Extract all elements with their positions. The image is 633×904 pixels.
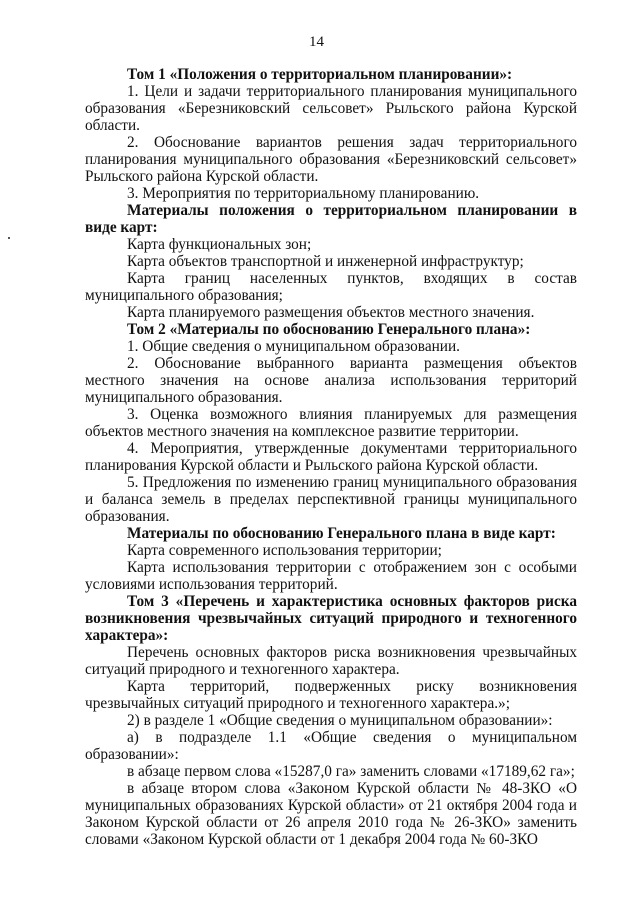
paragraph: 2. Обоснование вариантов решения задач территориального планирования муниципального образования «Березниковский сельсовет» Рыльского района Курской области. xyxy=(85,134,577,185)
scan-speck xyxy=(8,237,10,239)
paragraph: а) в подразделе 1.1 «Общие сведения о муниципальном образовании»: xyxy=(85,729,577,763)
paragraph: Карта границ населенных пунктов, входящих в состав муниципального образования; xyxy=(85,270,577,304)
paragraph: 5. Предложения по изменению границ муниципального образования и баланса земель в пределах перспективной границы муниципального образования. xyxy=(85,474,577,525)
paragraph: 2) в разделе 1 «Общие сведения о муниципальном образовании»: xyxy=(127,712,553,729)
paragraph: 1. Цели и задачи территориального планирования муниципального образования «Березниковский сельсовет» Рыльского района Курской области. xyxy=(85,83,577,134)
paragraph: Карта использования территории с отображением зон с особыми условиями использования территорий. xyxy=(85,559,577,593)
paragraph: в абзаце первом слова «15287,0 га» заменить словами «17189,62 га»; xyxy=(127,763,575,780)
paragraph: 2. Обоснование выбранного варианта размещения объектов местного значения на основе анализа использования территорий муниципального образования. xyxy=(85,355,577,406)
section-heading: Материалы по обоснованию Генерального плана в виде карт: xyxy=(127,525,556,542)
paragraph: Карта функциональных зон; xyxy=(127,236,312,253)
paragraph: 3. Оценка возможного влияния планируемых для размещения объектов местного значения на комплексное развитие территории. xyxy=(85,406,577,440)
paragraph: 4. Мероприятия, утвержденные документами территориального планирования Курской области и Рыльского района Курской области. xyxy=(85,440,577,474)
paragraph: в абзаце втором слова «Законом Курской области № 48-ЗКО «О муниципальных образованиях Курской области» от 21 октября 2004 года и Законом Курской области от 26 апреля 2010 года № 26-ЗКО» заменить словами «Законом Курской области от 1 декабря 2004 года № 60-ЗКО xyxy=(85,780,577,848)
paragraph: Карта территорий, подверженных риску возникновения чрезвычайных ситуаций природного и техногенного характера.»; xyxy=(85,678,577,712)
page-number: 14 xyxy=(309,34,324,50)
paragraph: Перечень основных факторов риска возникновения чрезвычайных ситуаций природного и техногенного характера. xyxy=(85,644,577,678)
paragraph: 3. Мероприятия по территориальному планированию. xyxy=(127,185,480,202)
document-body xyxy=(85,66,577,848)
section-heading: Том 3 «Перечень и характеристика основных факторов риска возникновения чрезвычайных ситуаций природного и техногенного характера»: xyxy=(85,593,577,644)
paragraph: Карта современного использования территории; xyxy=(127,542,442,559)
paragraph: Карта планируемого размещения объектов местного значения. xyxy=(127,304,535,321)
paragraph: Карта объектов транспортной и инженерной инфраструктур; xyxy=(127,253,524,270)
section-heading: Том 2 «Материалы по обоснованию Генерального плана»: xyxy=(127,321,531,338)
section-heading: Материалы положения о территориальном планировании в виде карт: xyxy=(85,202,577,236)
section-heading: Том 1 «Положения о территориальном планировании»: xyxy=(127,66,513,83)
paragraph: 1. Общие сведения о муниципальном образовании. xyxy=(127,338,460,355)
